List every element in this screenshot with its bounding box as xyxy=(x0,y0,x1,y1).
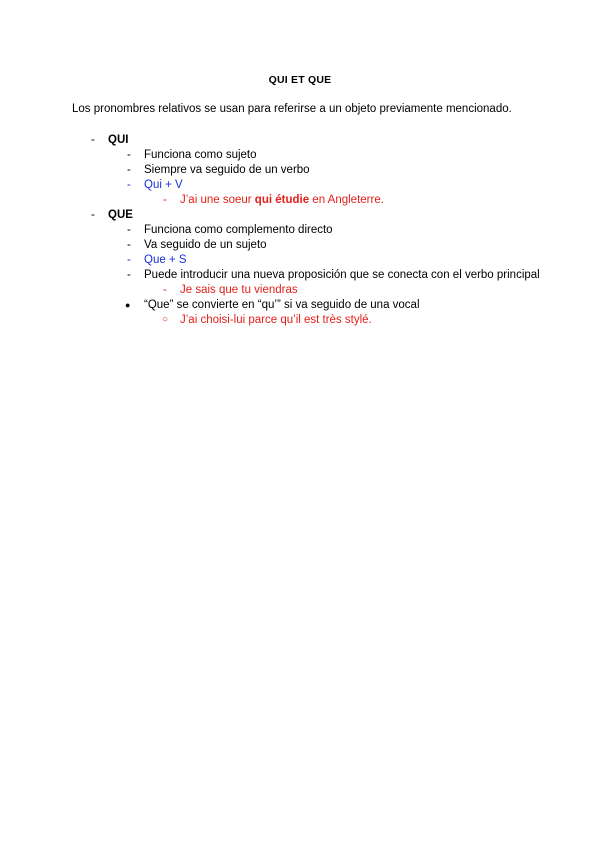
list-item-qui-subject: Funciona como sujeto xyxy=(144,149,257,161)
intro-paragraph: Los pronombres relativos se usan para referirse a un objeto previamente mencionado. xyxy=(72,103,512,115)
example-qui-highlight: qui étudie xyxy=(254,194,310,206)
page-title: QUI ET QUE xyxy=(268,74,332,86)
list-item-qui-verb: Siempre va seguido de un verbo xyxy=(144,164,310,176)
example-que-1: Je sais que tu viendras xyxy=(180,284,298,296)
circle-bullet-icon: ○ xyxy=(162,314,169,325)
example-que-2: J’ai choisi-lui parce qu’il est très stylé. xyxy=(180,314,372,326)
list-dash: - xyxy=(127,239,131,251)
list-dash: - xyxy=(127,269,131,281)
section-dash-que: - xyxy=(91,209,95,221)
list-dash: - xyxy=(127,254,131,266)
list-dash: - xyxy=(127,224,131,236)
section-heading-que: QUE xyxy=(108,209,133,221)
list-dash: - xyxy=(127,164,131,176)
example-qui-before: J’ai une soeur xyxy=(180,194,255,206)
list-dash: - xyxy=(127,179,131,191)
section-heading-qui: QUI xyxy=(108,134,129,146)
list-dash: - xyxy=(127,149,131,161)
list-item-que-subject: Va seguido de un sujeto xyxy=(144,239,267,251)
example-qui-after: en Angleterre. xyxy=(309,194,384,206)
formula-qui: Qui + V xyxy=(144,179,183,191)
example-dash: - xyxy=(163,194,167,206)
list-item-que-proposition: Puede introducir una nueva proposición que se conecta con el verbo principal xyxy=(144,269,540,281)
example-dash: - xyxy=(163,284,167,296)
example-qui xyxy=(180,193,384,207)
section-dash-qui: - xyxy=(91,134,95,146)
list-item-que-vowel: “Que” se convierte en “qu’” si va seguido de una vocal xyxy=(144,299,420,311)
formula-que: Que + S xyxy=(144,254,187,266)
bullet-icon: ● xyxy=(125,300,131,310)
list-item-que-object: Funciona como complemento directo xyxy=(144,224,333,236)
